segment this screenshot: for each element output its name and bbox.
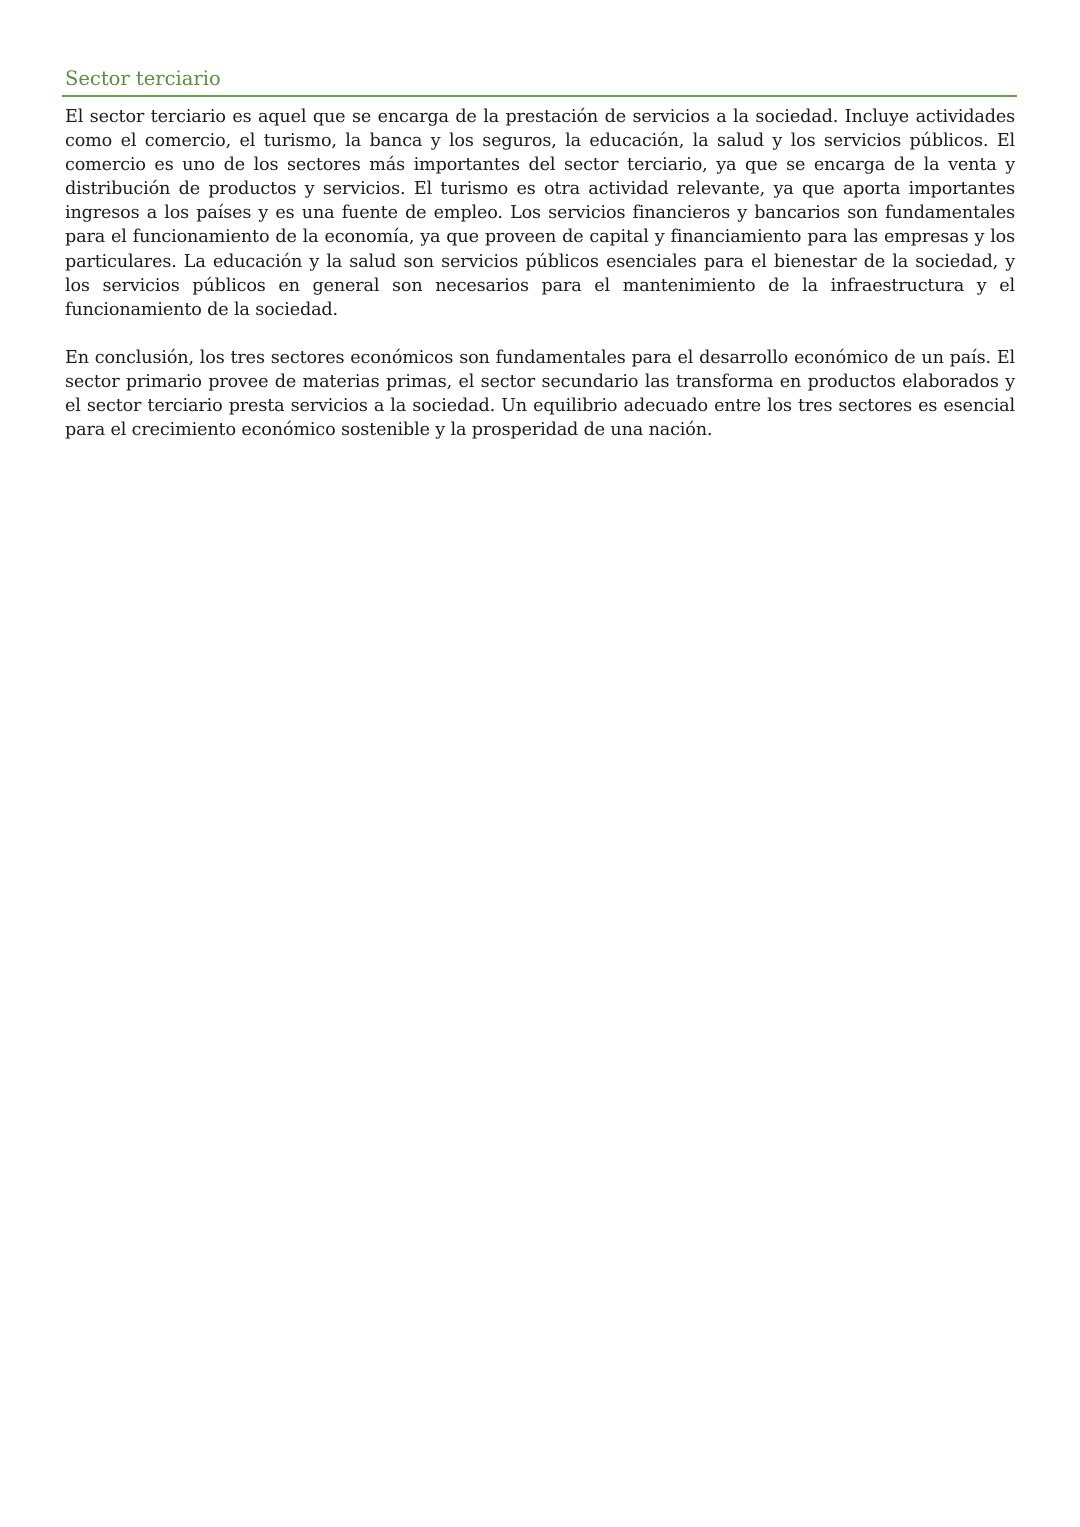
paragraph-conclusion: En conclusión, los tres sectores económicos son fundamentales para el desarrollo económico de un país. El sector primario provee de materias primas, el sector secundario las transforma en productos elaborados y el sector terciario presta servicios a la sociedad. Un equilibrio adecuado entre los tres sectores es esencial para el crecimiento económico sostenible y la prosperidad de una nación. — [65, 347, 1015, 441]
section-heading: Sector terciario — [62, 66, 1017, 97]
paragraph-sector-terciario: El sector terciario es aquel que se encarga de la prestación de servicios a la sociedad. Incluye actividades como el comercio, el turismo, la banca y los seguros, la educación, la salud y los servicios públicos. El comercio es uno de los sectores más importantes del sector terciario, ya que se encarga de la venta y distribución de productos y servicios. El turismo es otra actividad relevante, ya que aporta importantes ingresos a los países y es una fuente de empleo. Los servicios financieros y bancarios son fundamentales para el funcionamiento de la economía, ya que proveen de capital y financiamiento para las empresas y los particulares. La educación y la salud son servicios públicos esenciales para el bienestar de la sociedad, y los servicios públicos en general son necesarios para el mantenimiento de la infraestructura y el funcionamiento de la sociedad. — [65, 107, 1015, 320]
document-page — [65, 66, 1015, 442]
